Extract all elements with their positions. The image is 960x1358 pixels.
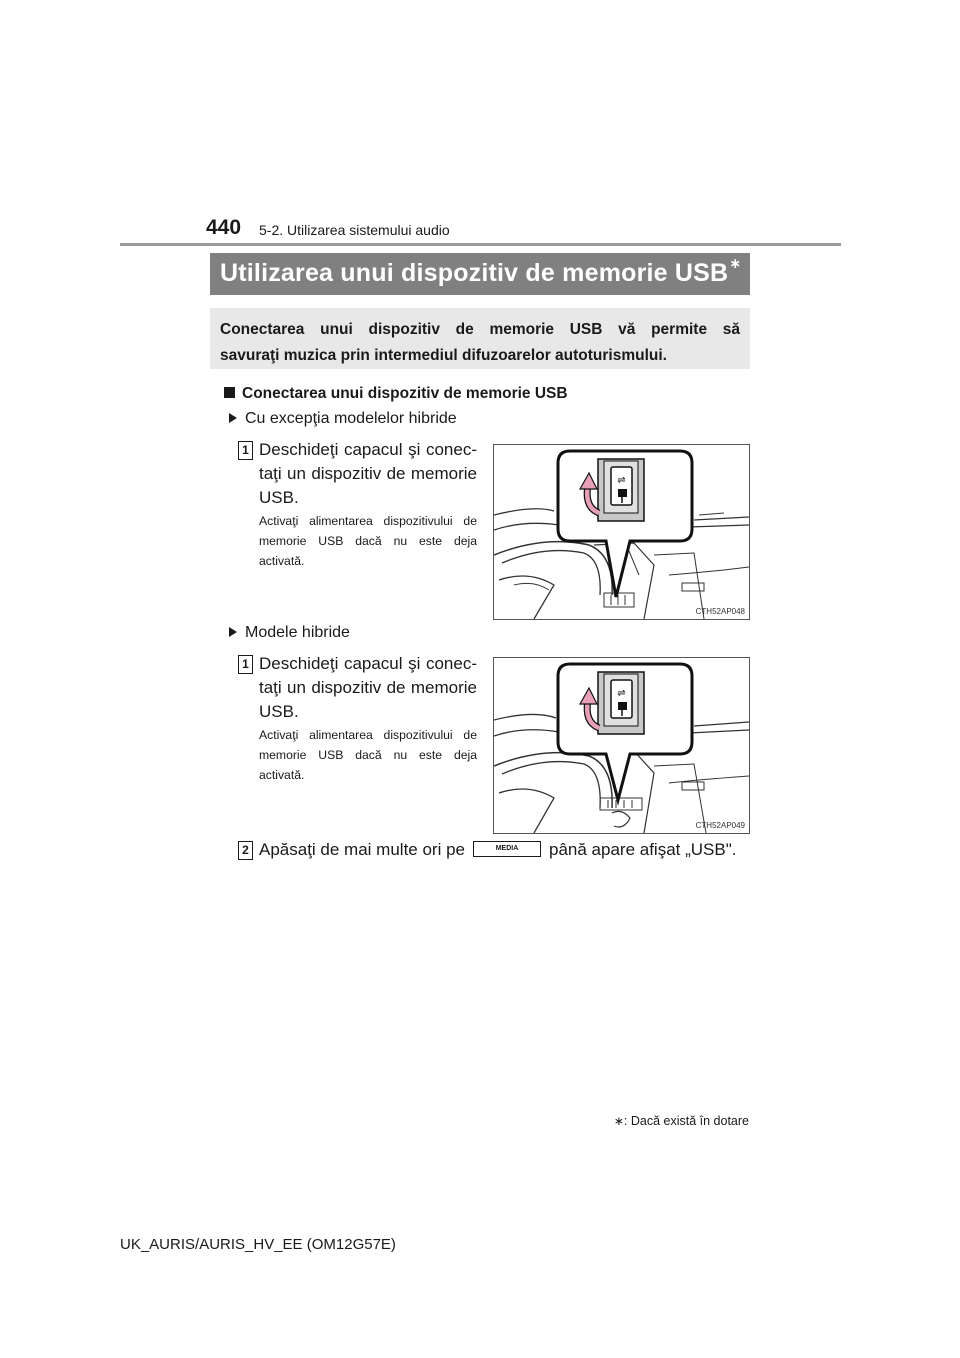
dashboard-illustration xyxy=(494,445,749,619)
svg-text:⇌: ⇌ xyxy=(617,475,626,486)
model-label-non-hybrid xyxy=(229,410,457,428)
asterisk-icon: ∗ xyxy=(729,255,742,271)
step-text: Deschideţi capacul şi conec-taţi un dispozitiv de memorie USB. xyxy=(259,440,477,507)
subheading xyxy=(224,385,568,403)
media-button-icon: MEDIA xyxy=(473,841,541,857)
footnote-text: : Dacă există în dotare xyxy=(623,1114,749,1128)
footer-code: UK_AURIS/AURIS_HV_EE (OM12G57E) xyxy=(120,1236,396,1253)
figure-usb-port-non-hybrid xyxy=(493,444,750,620)
triangle-bullet-icon xyxy=(229,413,237,423)
triangle-bullet-icon xyxy=(229,627,237,637)
step2-after: până apare afişat „USB". xyxy=(549,840,737,859)
figure-code: CTH52AP048 xyxy=(695,607,745,616)
step2-before: Apăsaţi de mai multe ori pe xyxy=(259,840,465,859)
step-number-badge: 1 xyxy=(238,441,253,460)
step-text: Deschideţi capacul şi conec-taţi un dispozitiv de memorie USB. xyxy=(259,654,477,721)
step2-text xyxy=(259,840,736,860)
step-note: Activaţi alimentarea dispozitivului de memorie USB dacă nu este deja activată. xyxy=(259,728,477,782)
step-number-badge: 2 xyxy=(238,841,253,860)
step-number-badge: 1 xyxy=(238,655,253,674)
model-label-hybrid xyxy=(229,624,350,642)
subheading-text: Conectarea unui dispozitiv de memorie USB xyxy=(242,385,568,402)
page-title xyxy=(210,253,750,295)
step-note: Activaţi alimentarea dispozitivului de memorie USB dacă nu este deja activată. xyxy=(259,514,477,568)
figure-code: CTH52AP049 xyxy=(695,821,745,830)
asterisk-icon: ∗ xyxy=(613,1114,624,1128)
dashboard-illustration xyxy=(494,658,749,833)
svg-text:⇌: ⇌ xyxy=(617,688,626,699)
figure-usb-port-hybrid xyxy=(493,657,750,834)
page-number: 440 xyxy=(206,216,242,239)
title-text: Utilizarea unui dispozitiv de memorie USB xyxy=(220,259,729,287)
square-bullet-icon xyxy=(224,387,235,398)
intro-line-1: Conectarea unui dispozitiv de memorie USB vă permite să xyxy=(220,321,740,338)
footnote xyxy=(614,1114,749,1128)
section-label: 5-2. Utilizarea sistemului audio xyxy=(259,222,450,238)
intro-box xyxy=(210,308,750,369)
intro-line-2: savuraţi muzica prin intermediul difuzoarelor autoturismului. xyxy=(220,347,667,364)
model-text: Cu excepţia modelelor hibride xyxy=(245,410,457,427)
header-rule xyxy=(120,243,841,246)
model-text: Modele hibride xyxy=(245,624,350,641)
